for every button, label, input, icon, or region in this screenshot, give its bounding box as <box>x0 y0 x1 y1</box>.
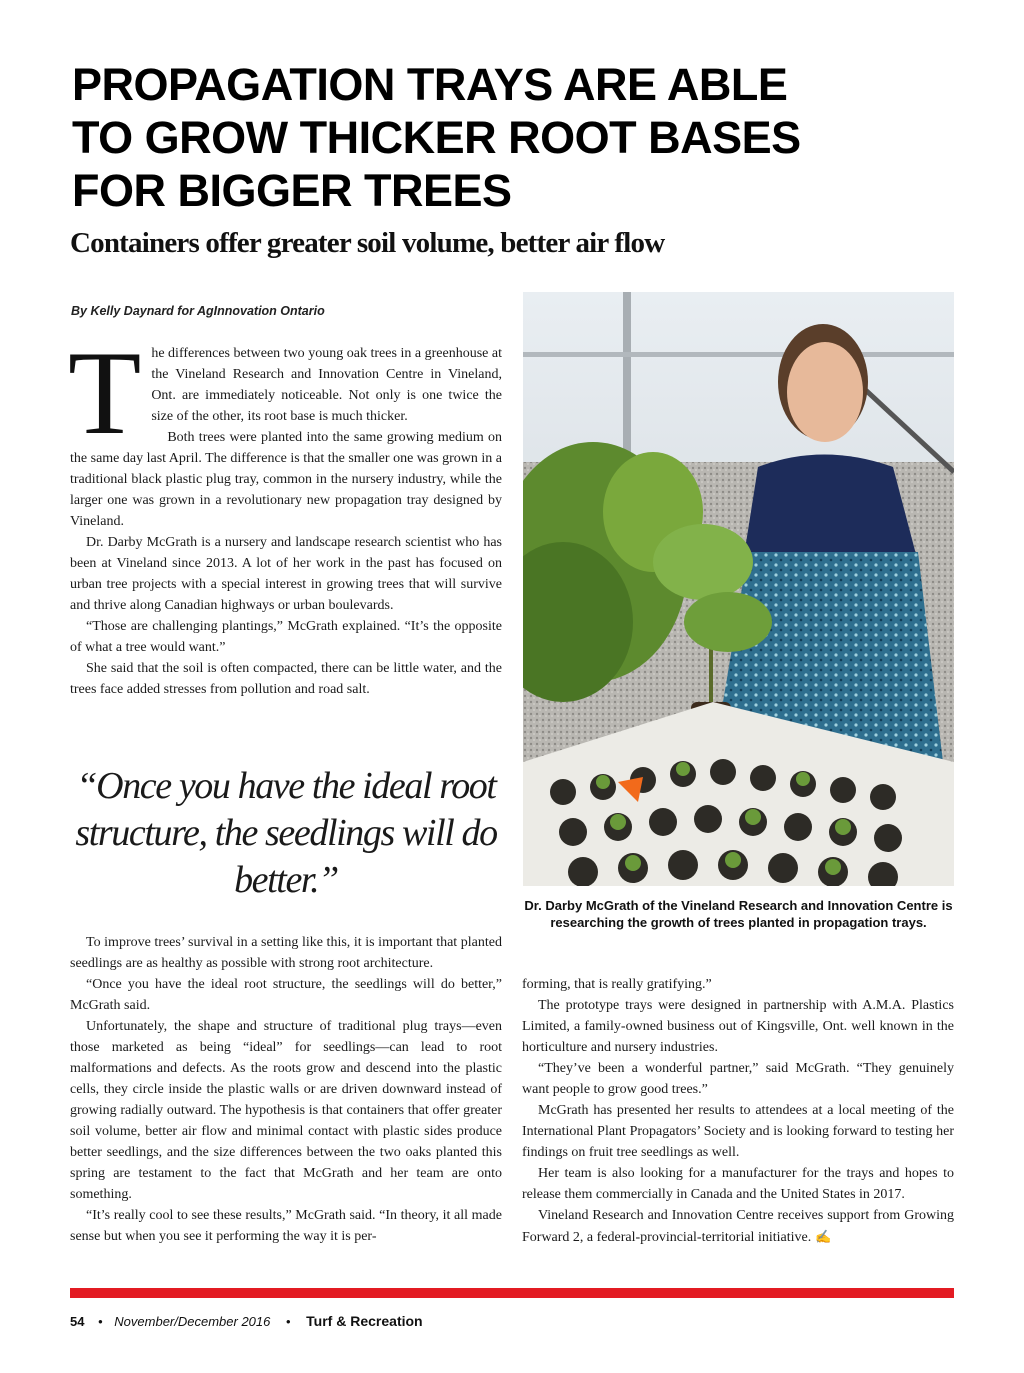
paragraph: Dr. Darby McGrath is a nursery and landscape research scientist who has been at Vineland since 2013. A lot of her work in the past has focused on urban tree projects with a special interest in growing trees that will survive and thrive along Canadian highways or urban boulevards. <box>70 535 502 613</box>
drop-cap: T <box>68 326 142 459</box>
subheadline: Containers offer greater soil volume, better air flow <box>70 227 665 259</box>
paragraph: Both trees were planted into the same growing medium on the same day last April. The difference is that the smaller one was grown in a traditional black plastic plug tray, common in the nursery industry, while the larger one was grown in a revolutionary new propagation tray designed by Vineland. <box>70 430 502 529</box>
page-footer <box>70 1313 423 1329</box>
headline <box>72 58 972 217</box>
article-column-1-bottom <box>70 932 502 1247</box>
pull-quote: “Once you have the ideal root structure, the seedlings will do better.” <box>75 765 497 901</box>
paragraph: The prototype trays were designed in partnership with A.M.A. Plastics Limited, a family-owned business out of Kingsville, Ont. well known in the horticulture and nursery industries. <box>522 998 954 1055</box>
paragraph: “Once you have the ideal root structure, the seedlings will do better,” McGrath said. <box>70 977 502 1013</box>
headline-line: PROPAGATION TRAYS ARE ABLE <box>72 59 788 110</box>
issue-date: November/December 2016 <box>114 1314 271 1329</box>
photo-illustration <box>523 292 954 886</box>
photo-caption: Dr. Darby McGrath of the Vineland Research and Innovation Centre is researching the growth of trees planted in propagation trays. <box>524 898 953 930</box>
paragraph: “Those are challenging plantings,” McGrath explained. “It’s the opposite of what a tree would want.” <box>70 619 502 655</box>
paragraph: Unfortunately, the shape and structure of traditional plug trays—even those marketed as being “ideal” for seedlings—can lead to root malformations and defects. As the roots grow and descend into the plastic cells, they circle inside the plastic walls or are driven downward instead of growing radially outward. The hypothesis is that containers that offer greater soil volume, better air flow and minimal contact with plastic sides produce better seedlings, and the size differences between the two oaks planted this spring are testament to the fact that McGrath and her team are onto something. <box>70 1019 502 1202</box>
article-column-2 <box>522 974 954 1248</box>
paragraph: “They’ve been a wonderful partner,” said McGrath. “They genuinely want people to grow good trees.” <box>522 1061 954 1097</box>
paragraph: “It’s really cool to see these results,” McGrath said. “In theory, it all made sense but when you see it performing the way it is per- <box>70 1208 502 1244</box>
paragraph: She said that the soil is often compacted, there can be little water, and the trees face added stresses from pollution and road salt. <box>70 661 502 697</box>
end-mark-icon: ✍ <box>815 1229 832 1244</box>
page-number: 54 <box>70 1314 85 1329</box>
footer-rule <box>70 1288 954 1298</box>
paragraph <box>522 1205 954 1248</box>
headline-line: FOR BIGGER TREES <box>72 165 512 216</box>
paragraph: McGrath has presented her results to attendees at a local meeting of the International Plant Propagators’ Society and is looking forward to testing her findings on fruit tree seedlings as well. <box>522 1103 954 1160</box>
bullet-separator: • <box>98 1314 103 1329</box>
paragraph: To improve trees’ survival in a setting like this, it is important that planted seedlings are as healthy as possible with strong root architecture. <box>70 935 502 971</box>
paragraph: forming, that is really gratifying.” <box>522 977 712 992</box>
bullet-separator: • <box>285 1314 291 1329</box>
headline-line: TO GROW THICKER ROOT BASES <box>72 112 801 163</box>
paragraph: Her team is also looking for a manufacturer for the trays and hopes to release them commercially in Canada and the United States in 2017. <box>522 1166 954 1202</box>
byline: By Kelly Daynard for AgInnovation Ontario <box>71 304 325 318</box>
article-photo <box>523 292 954 886</box>
article-column-1-top <box>68 326 502 700</box>
magazine-title: Turf & Recreation <box>306 1313 423 1329</box>
paragraph: he differences between two young oak trees in a greenhouse at the Vineland Research and Innovation Centre in Vineland, Ont. are immediately noticeable. Not only is one twice the size of the other, its root base is much thicker. <box>151 346 502 424</box>
closing-sentence: Vineland Research and Innovation Centre receives support from Growing Forward 2, a federal-provincial-territorial initiative. <box>522 1208 954 1245</box>
